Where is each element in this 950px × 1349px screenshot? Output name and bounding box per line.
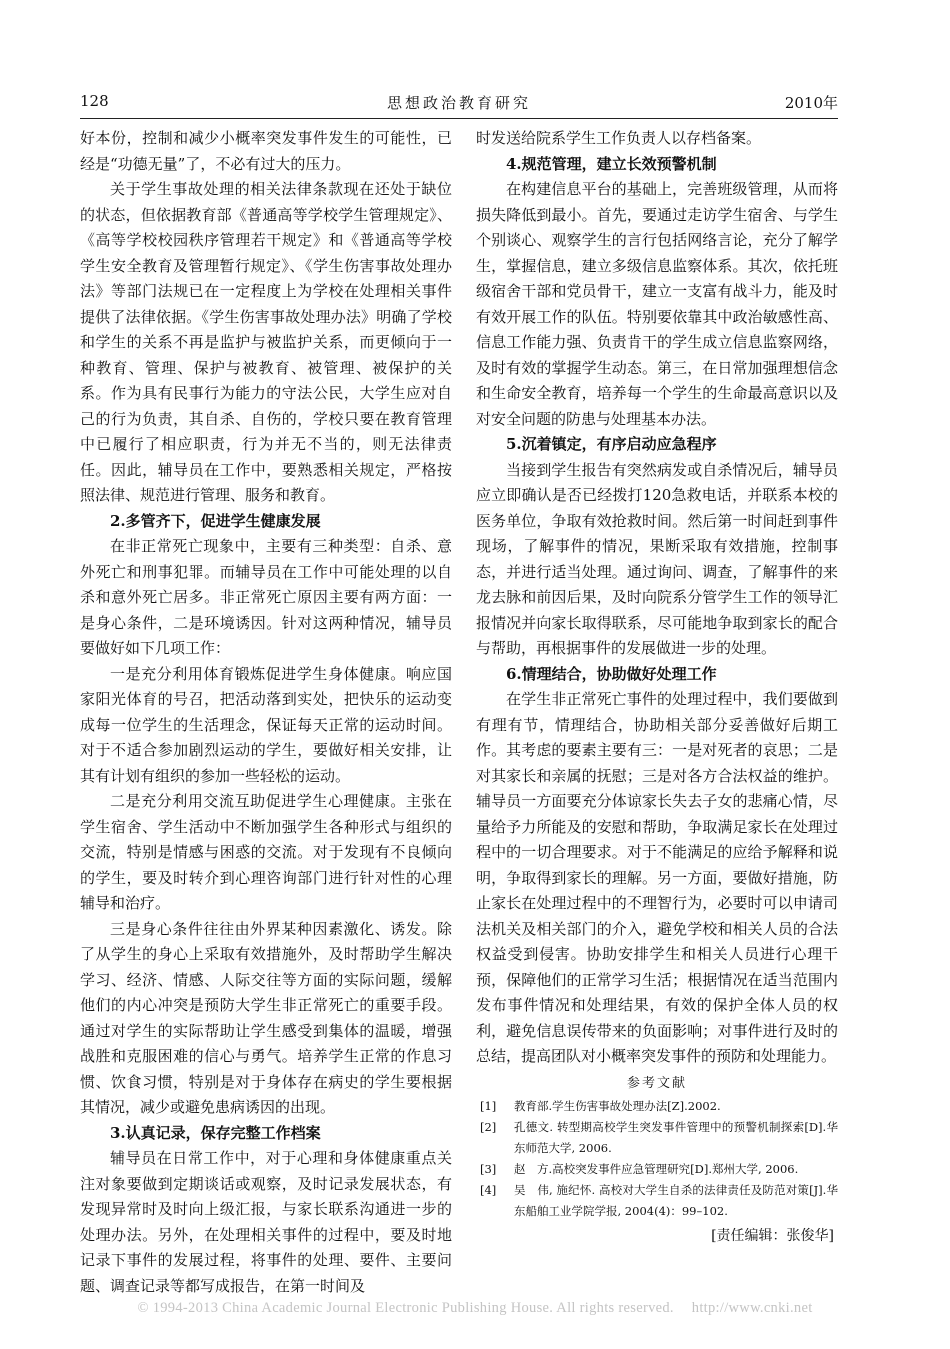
section-heading: 3.认真记录，保存完整工作档案 [110, 1123, 321, 1142]
paragraph: 在学生非正常死亡事件的处理过程中，我们要做到有理有节，情理结合，协助相关部分妥善做好后期工作。其考虑的要素主要有三：一是对死者的哀思；二是对其家长和亲属的抚慰；三是对各方合法权益的维护。辅导员一方面要充分体谅家长失去子女的悲痛心情，尽量给予力所能及的安慰和帮助，争取满足家长在处理过程中的一切合理要求。对于不能满足的应给予解释和说明，争取得到家长的理解。另一方面，要做好措施，防止家长在处理过程中的不理智行为，必要时可以申请司法机关及相关部门的介入，避免学校和相关人员的合法权益受到侵害。协助安排学生和相关人员进行心理干预，保障他们的正常学习生活；根据情况在适当范围内发布事件情况和处理结果，有效的保护全体人员的权利，避免信息误传带来的负面影响；对事件进行及时的总结，提高团队对小概率突发事件的预防和处理能力。 [476, 690, 838, 1065]
journal-title: 思想政治教育研究 [386, 94, 531, 112]
section-heading: 5.沉着镇定，有序启动应急程序 [506, 435, 717, 453]
reference-number: [4] [480, 1182, 497, 1197]
references-title: 参考文献 [626, 1075, 687, 1091]
reference-item [476, 1117, 838, 1159]
paragraph: 在构建信息平台的基础上，完善班级管理，从而将损失降低到最小。首先，要通过走访学生宿舍、与学生个别谈心、观察学生的言行包括网络言论，充分了解学生，掌握信息，建立多级信息监察体系。其次，依托班级宿舍干部和党员骨干，建立一支富有战斗力，能及时有效开展工作的队伍。特别要依靠其中政治敏感性高、信息工作能力强、负责肯干的学生成立信息监察网络，及时有效的掌握学生动态。第三，在日常加强理想信念和生命安全教育，培养每一个学生的生命最高意识以及对安全问题的防患与处理基本办法。 [476, 180, 838, 428]
paragraph: 一是充分利用体育锻炼促进学生身体健康。响应国家阳光体育的号召，把活动落到实处，把快乐的运动变成每一位学生的生活理念，保证每天正常的运动时间。对于不适合参加剧烈运动的学生，要做好相关安排，让其有计划有组织的参加一些轻松的运动。 [80, 664, 452, 785]
reference-text: 孔德文. 转型期高校学生突发事件管理中的预警机制探索[D].华东师范大学, 2006. [514, 1119, 838, 1155]
paragraph: 辅导员在日常工作中，对于心理和身体健康重点关注对象要做到定期谈话或观察，及时记录发展状态，有发现异常时及时向上级汇报，与家长联系沟通进一步的处理办法。另外，在处理相关事件的过程中，要及时地记录下事件的发展过程，将事件的处理、要件、主要问题、调查记录等都写成报告，在第一时间及 [80, 1149, 452, 1295]
reference-item [476, 1096, 838, 1117]
reference-text: 赵 方.高校突发事件应急管理研究[D].郑州大学, 2006. [514, 1161, 799, 1176]
reference-item [476, 1180, 838, 1222]
reference-number: [3] [480, 1161, 497, 1176]
page-number: 128 [80, 92, 109, 110]
section-heading: 6.情理结合，协助做好处理工作 [506, 664, 717, 683]
copyright-text: © 1994-2013 China Academic Journal Electronic Publishing House. All rights reserved. [137, 1300, 674, 1316]
site-url: http://www.cnki.net [691, 1300, 813, 1316]
paragraph: 时发送给院系学生工作负责人以存档备案。 [476, 129, 762, 147]
paragraph: 三是身心条件往往由外界某种因素激化、诱发。除了从学生的身心上采取有效措施外，及时帮助学生解决学习、经济、情感、人际交往等方面的实际问题，缓解他们的内心冲突是预防大学生非正常死亡的重要手段。通过对学生的实际帮助让学生感受到集体的温暖，增强战胜和克服困难的信心与勇气。培养学生正常的作息习惯、饮食习惯，特别是对于身体存在病史的学生要根据其情况，减少或避免患病诱因的出现。 [80, 919, 452, 1116]
left-column [80, 126, 452, 1299]
editor-note: [责任编辑：张俊华] [711, 1227, 834, 1244]
reference-text: 吴 伟, 施纪怀. 高校对大学生自杀的法律责任及防范对策[J].华东船舶工业学院学报, 2004(4)：99–102. [514, 1182, 838, 1218]
running-header [80, 90, 838, 119]
section-heading: 2.多管齐下，促进学生健康发展 [110, 511, 321, 530]
section-heading: 4.规范管理，建立长效预警机制 [506, 154, 717, 173]
paragraph: 关于学生事故处理的相关法律条款现在还处于缺位的状态，但依据教育部《普通高等学校学生管理规定》、《高等学校校园秩序管理若干规定》和《普通高等学校学生安全教育及管理暂行规定》、《学生伤害事故处理办法》等部门法规已在一定程度上为学校在处理相关事件提供了法律依据。《学生伤害事故处理办法》明确了学校和学生的关系不再是监护与被监护关系，而更倾向于一种教育、管理、保护与被教育、被管理、被保护的关系。作为具有民事行为能力的守法公民，大学生应对自己的行为负责，其自杀、自伤的，学校只要在教育管理中已履行了相应职责，行为并无不当的，则无法律责任。因此，辅导员在工作中，要熟悉相关规定，严格按照法律、规范进行管理、服务和教育。 [80, 180, 452, 504]
right-column [476, 126, 838, 1248]
right-column-body [476, 126, 838, 1070]
reference-text: 教育部.学生伤害事故处理办法[Z].2002. [514, 1098, 721, 1113]
paragraph: 在非正常死亡现象中，主要有三种类型：自杀、意外死亡和刑事犯罪。而辅导员在工作中可能处理的以自杀和意外死亡居多。非正常死亡原因主要有两方面：一是身心条件，二是环境诱因。针对这两种情况，辅导员要做好如下几项工作： [80, 537, 452, 657]
paragraph: 二是充分利用交流互助促进学生心理健康。主张在学生宿舍、学生活动中不断加强学生各种形式与组织的交流，特别是情感与困惑的交流。对于发现有不良倾向的学生，要及时转介到心理咨询部门进行针对性的心理辅导和治疗。 [80, 792, 452, 912]
references-list [476, 1096, 838, 1222]
issue-year: 2010年 [784, 94, 838, 112]
reference-number: [1] [480, 1098, 497, 1113]
reference-item [476, 1159, 838, 1180]
reference-number: [2] [480, 1119, 497, 1134]
paragraph: 当接到学生报告有突然病发或自杀情况后，辅导员应立即确认是否已经拨打120急救电话，并联系本校的医务单位，争取有效抢救时间。然后第一时间赶到事件现场，了解事件的情况，果断采取有效措施，控制事态，并进行适当处理。通过询问、调查，了解事件的来龙去脉和前因后果，及时向院系分管学生工作的领导汇报情况并向家长取得联系，尽可能地争取到家长的配合与帮助，再根据事件的发展做进一步的处理。 [476, 460, 838, 657]
copyright-footer [0, 1300, 950, 1317]
paragraph: 好本份，控制和减少小概率突发事件发生的可能性，已经是“功德无量”了，不必有过大的压力。 [80, 129, 452, 173]
